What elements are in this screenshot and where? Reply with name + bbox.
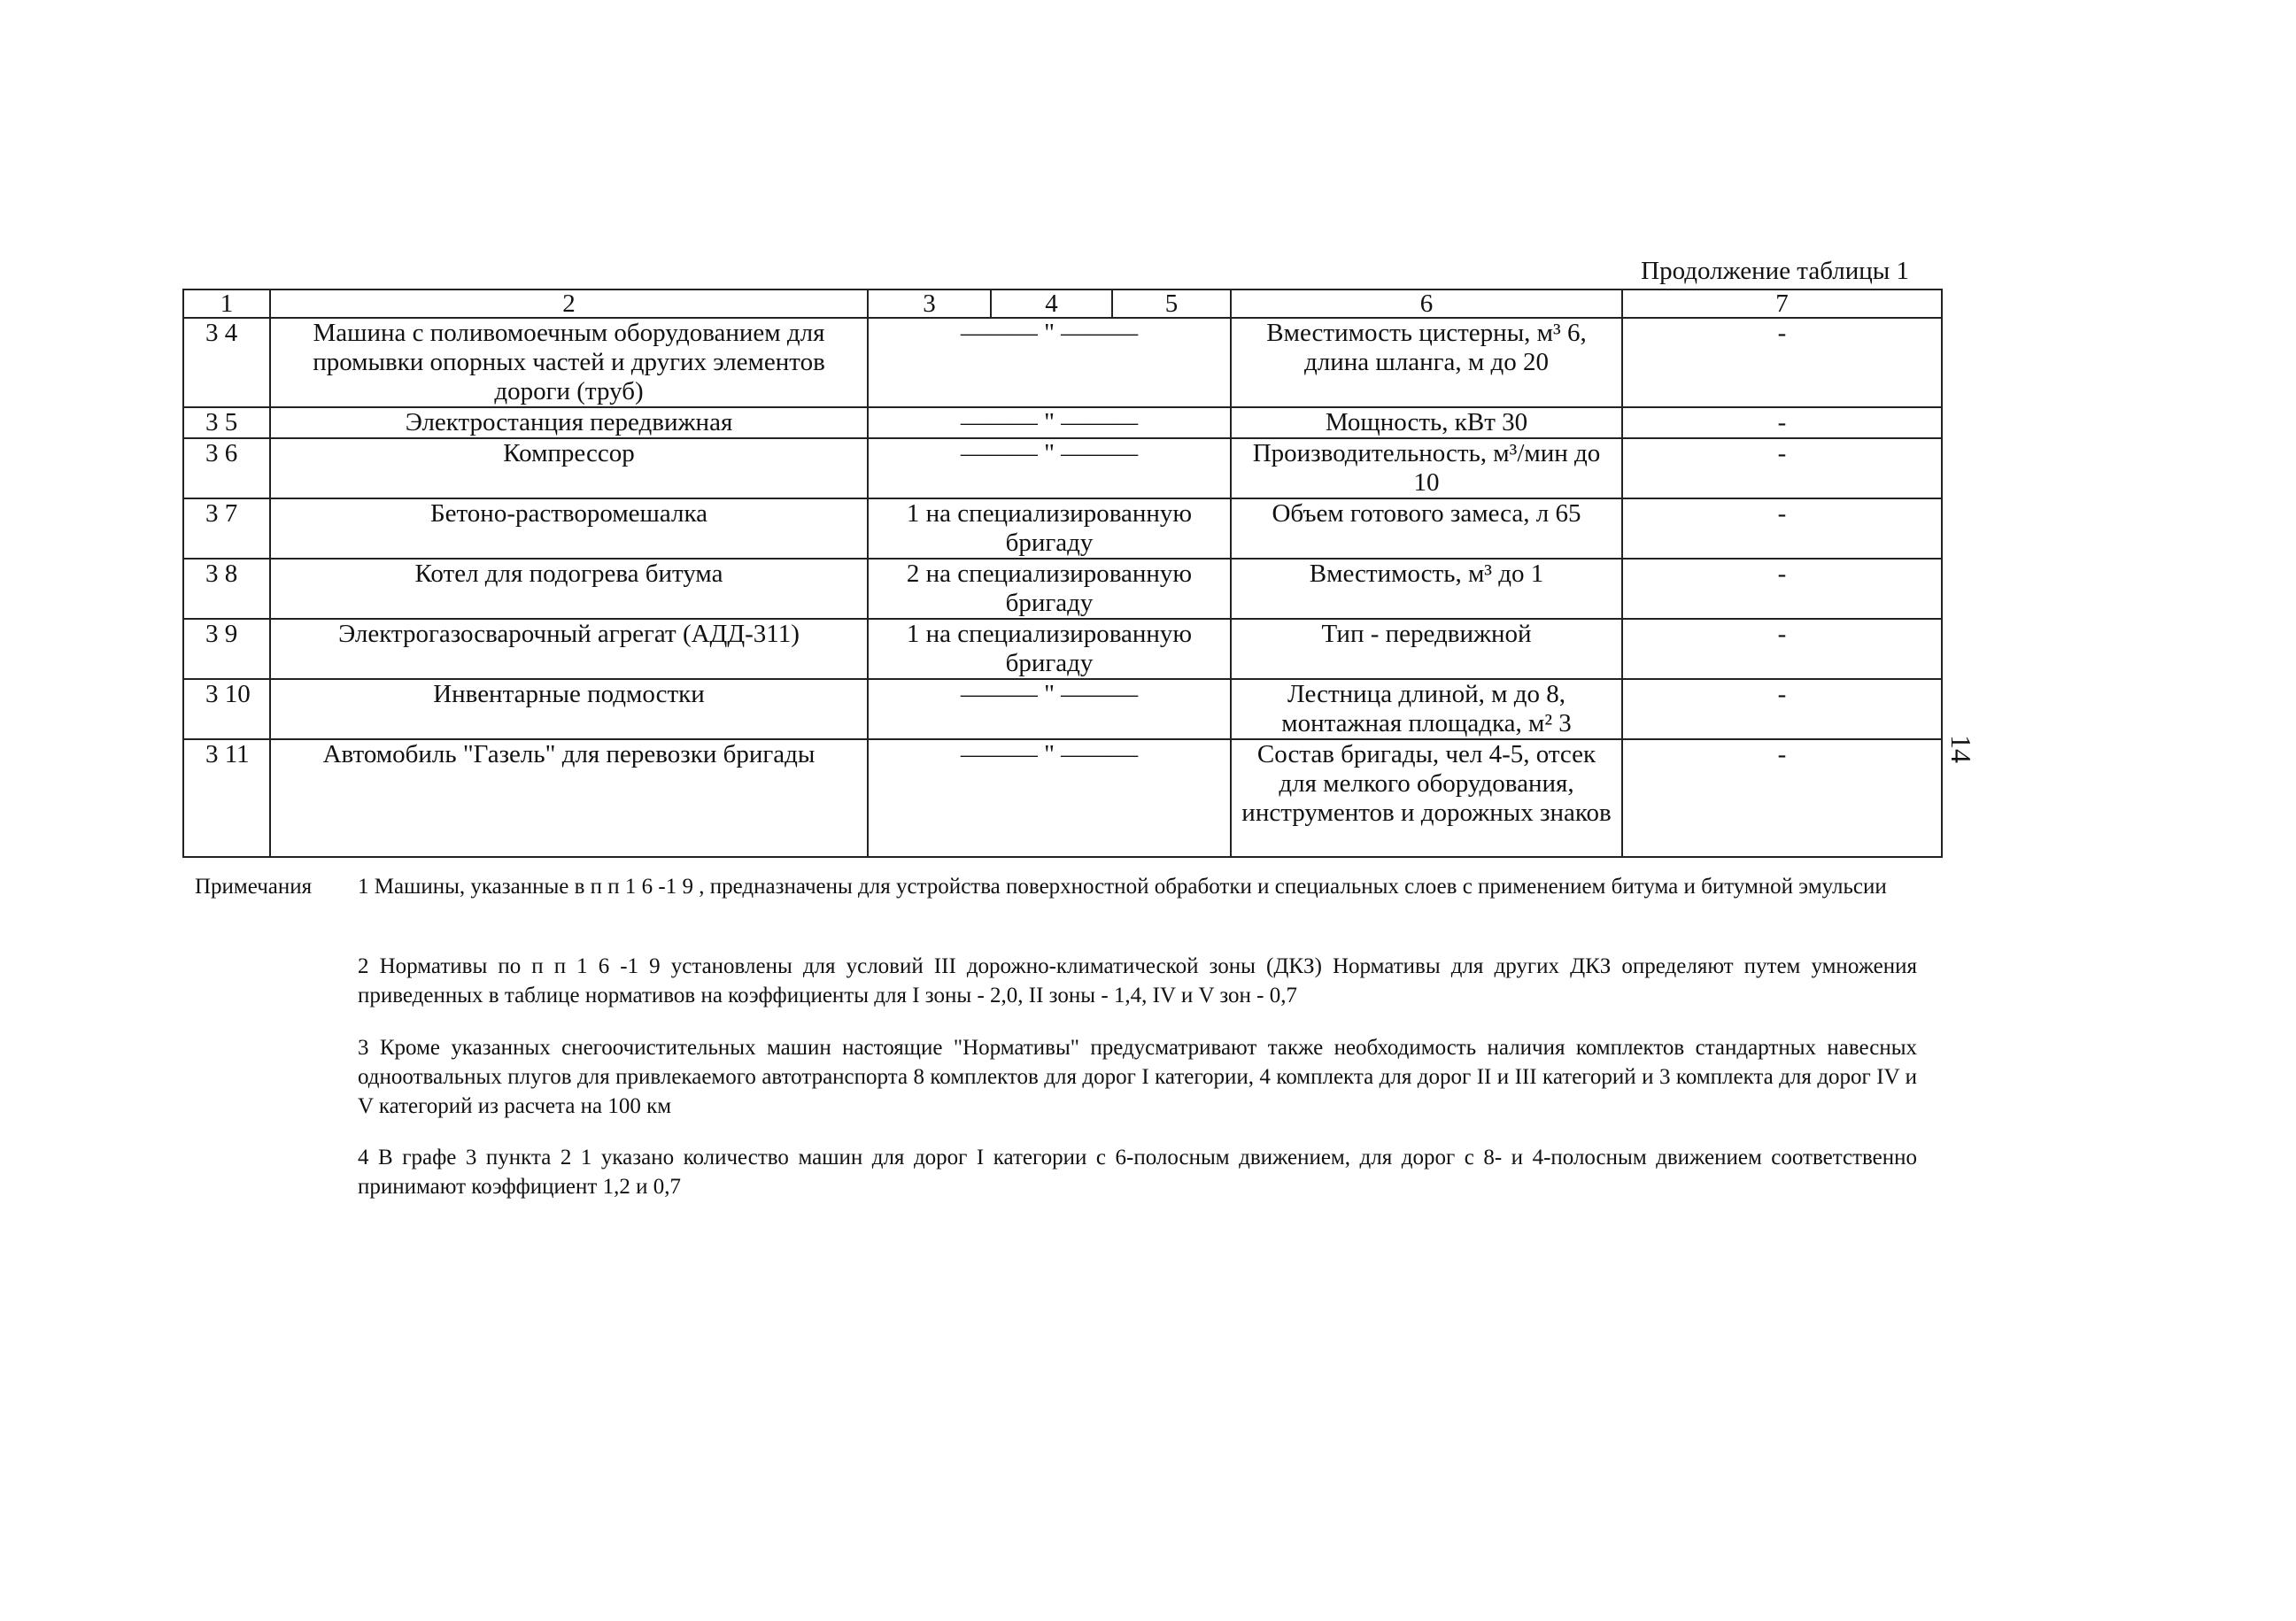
- machine-quantity: ——— " ———: [868, 407, 1231, 438]
- machine-spec: Состав бригады, чел 4-5, отсек для мелкого оборудования, инструментов и дорожных знаков: [1231, 739, 1622, 857]
- table-row: [183, 679, 1942, 739]
- machine-note: -: [1622, 438, 1942, 498]
- machine-name: Автомобиль "Газель" для перевозки бригады: [270, 739, 868, 857]
- table-header-row: [183, 289, 1942, 318]
- machine-name: Котел для подогрева битума: [270, 559, 868, 619]
- table-row: [183, 559, 1942, 619]
- machine-quantity: ——— " ———: [868, 739, 1231, 857]
- note-item: 1 Машины, указанные в п п 1 6 -1 9 , предназначены для устройства поверхностной обработки и специальных слоев с применением битума и битумной эмульсии: [358, 875, 1887, 899]
- machine-spec: Объем готового замеса, л 65: [1231, 498, 1622, 559]
- machine-spec: Лестница длиной, м до 8, монтажная площадка, м² 3: [1231, 679, 1622, 739]
- machine-note: -: [1622, 619, 1942, 679]
- machine-name: Бетоно-растворомешалка: [270, 498, 868, 559]
- machine-note: -: [1622, 679, 1942, 739]
- machine-quantity: ——— " ———: [868, 679, 1231, 739]
- machine-note: -: [1622, 739, 1942, 857]
- machine-quantity: 2 на специализированную бригаду: [868, 559, 1231, 619]
- machine-name: Электростанция передвижная: [270, 407, 868, 438]
- machine-note: -: [1622, 498, 1942, 559]
- table-row: [183, 498, 1942, 559]
- row-number: 3 4: [183, 318, 270, 407]
- column-header-2: 2: [270, 289, 868, 318]
- row-number: 3 7: [183, 498, 270, 559]
- machine-name: Инвентарные подмостки: [270, 679, 868, 739]
- machine-name: Электрогазосварочный агрегат (АДД-311): [270, 619, 868, 679]
- table-row: [183, 438, 1942, 498]
- machine-name: Компрессор: [270, 438, 868, 498]
- table-row: [183, 407, 1942, 438]
- column-header-3: 3: [868, 289, 991, 318]
- machine-note: -: [1622, 559, 1942, 619]
- equipment-table: [182, 289, 1943, 858]
- machine-spec: Производительность, м³/мин до 10: [1231, 438, 1622, 498]
- row-number: 3 5: [183, 407, 270, 438]
- row-number: 3 6: [183, 438, 270, 498]
- table-caption: Продолжение таблицы 1: [1641, 257, 1909, 285]
- row-number: 3 11: [183, 739, 270, 857]
- note-item: 3 Кроме указанных снегоочистительных машин настоящие "Нормативы" предусматривают также необходимость наличия комплектов стандартных навесных одноотвальных плугов для привлекаемого автотранспорта 8 комплектов для дорог I категории, 4 комплекта для дорог II и III категорий и 3 комплекта для дорог IV и V категорий из расчета на 100 км: [358, 1036, 1917, 1118]
- machine-spec: Вместимость, м³ до 1: [1231, 559, 1622, 619]
- machine-quantity: ——— " ———: [868, 438, 1231, 498]
- machine-spec: Вместимость цистерны, м³ 6, длина шланга, м до 20: [1231, 318, 1622, 407]
- machine-spec: Тип - передвижной: [1231, 619, 1622, 679]
- machine-note: -: [1622, 407, 1942, 438]
- machine-quantity: 1 на специализированную бригаду: [868, 498, 1231, 559]
- column-header-5: 5: [1112, 289, 1231, 318]
- row-number: 3 9: [183, 619, 270, 679]
- machine-spec: Мощность, кВт 30: [1231, 407, 1622, 438]
- column-header-7: 7: [1622, 289, 1942, 318]
- table-row: [183, 318, 1942, 407]
- note-item: 2 Нормативы по п п 1 6 -1 9 установлены для условий III дорожно-климатической зоны (ДКЗ) Нормативы для других ДКЗ определяют путем умножения приведенных в таблице нормативов на коэффициенты для I зоны - 2,0, II зоны - 1,4, IV и V зон - 0,7: [358, 954, 1917, 1007]
- machine-quantity: ——— " ———: [868, 318, 1231, 407]
- machine-note: -: [1622, 318, 1942, 407]
- column-header-6: 6: [1231, 289, 1622, 318]
- machine-name: Машина с поливомоечным оборудованием для промывки опорных частей и других элементов дороги (труб): [270, 318, 868, 407]
- column-header-1: 1: [183, 289, 270, 318]
- notes-label: Примечания: [195, 875, 313, 899]
- table-row: [183, 739, 1942, 857]
- row-number: 3 10: [183, 679, 270, 739]
- page-number: 14: [1945, 735, 1977, 763]
- machine-quantity: 1 на специализированную бригаду: [868, 619, 1231, 679]
- row-number: 3 8: [183, 559, 270, 619]
- table-row: [183, 619, 1942, 679]
- column-header-4: 4: [991, 289, 1112, 318]
- note-item: 4 В графе 3 пункта 2 1 указано количество машин для дорог I категории с 6-полосным движением, для дорог с 8- и 4-полосным движением соответственно принимают коэффициент 1,2 и 0,7: [358, 1146, 1917, 1199]
